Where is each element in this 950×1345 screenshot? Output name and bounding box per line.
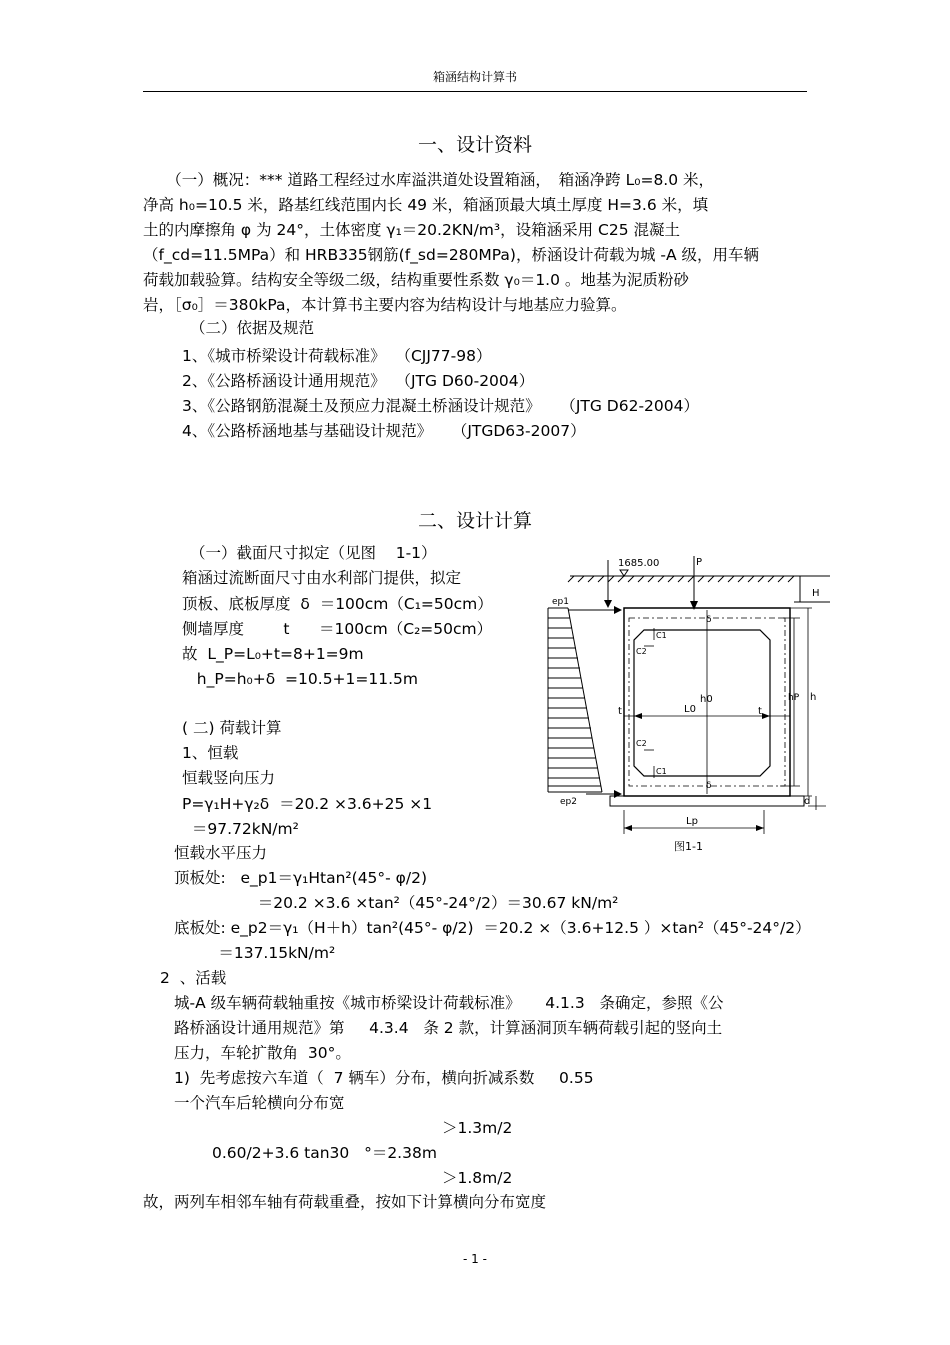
calc-line: P=γ₁H+γ₂δ ＝20.2 ×3.6+25 ×1 — [182, 795, 433, 813]
l0-arrow-right — [762, 713, 770, 719]
ep2-label: ep2 — [560, 797, 577, 807]
calc-line: ＝97.72kN/m² — [182, 820, 299, 838]
delta-label-top: δ — [706, 615, 712, 625]
calc-line: h_P=h₀+δ =10.5+1=11.5m — [182, 670, 418, 688]
calc-line: 底板处: e_p2＝γ₁（H＋h）tan²(45°- φ/2) ＝20.2 ×（3.6+12.5 ）×tan²（45°-24°/2） — [174, 919, 811, 937]
calc-line: 恒载竖向压力 — [182, 769, 276, 787]
intro-line: 土的内摩擦角 φ 为 24°，土体密度 γ₁＝20.2KN/m³，设箱涵采用 C25 混凝土 — [143, 221, 680, 239]
right-dimensions — [780, 608, 826, 810]
calc-line: 恒载水平压力 — [174, 844, 268, 862]
figure-caption: 图1-1 — [674, 840, 703, 853]
intro-line: 荷载加载验算。结构安全等级二级，结构重要性系数 γ₀＝1.0 。地基为泥质粉砂 — [143, 271, 689, 289]
calc-line: 1、恒载 — [182, 744, 239, 762]
distribution-equation: 0.60/2+3.6 tan30 °＝2.38m — [212, 1144, 437, 1162]
live-line: 路桥涵设计通用规范》第 4.3.4 条 2 款，计算涵洞顶车辆荷载引起的竖向土 — [174, 1019, 723, 1037]
basis-item-4: 4、《公路桥涵地基与基础设计规范》 （JTGD63-2007） — [182, 422, 586, 440]
fill-height-label: H — [812, 588, 820, 599]
ep1-label: ep1 — [552, 597, 569, 607]
basis-item-3: 3、《公路钢筋混凝土及预应力混凝土桥涵设计规范》 （JTG D62-2004） — [182, 397, 699, 415]
page-header: 箱涵结构计算书 — [432, 70, 517, 84]
calc-line: （一）截面尺寸拟定（见图 1-1） — [190, 544, 437, 562]
basis-item-2: 2、《公路桥涵设计通用规范》 （JTG D60-2004） — [182, 372, 535, 390]
intro-line: （f_cd=11.5MPa）和 HRB335钢筋(f_sd=280MPa)，桥涵设计荷载为城 -A 级，用车辆 — [143, 246, 760, 264]
page-number: - 1 - — [463, 1252, 487, 1266]
t-label-left: t — [618, 706, 622, 717]
calc-line: 顶板、底板厚度 δ ＝100cm（C₁=50cm） — [182, 595, 493, 613]
distribution-gt-2: ＞1.8m/2 — [442, 1169, 513, 1187]
section-2-title: 二、设计计算 — [417, 510, 532, 532]
elevation-label: 1685.00 — [618, 558, 660, 569]
calc-line: 顶板处: e_p1＝γ₁Htan²(45°- φ/2) — [174, 869, 428, 887]
basis-title: （二）依据及规范 — [190, 319, 315, 337]
intro-line: 净高 h₀=10.5 米，路基红线范围内长 49 米，箱涵顶最大填土厚度 H=3.6 米，填 — [143, 196, 709, 214]
foundation-slab — [610, 796, 804, 806]
t-label-right: t — [758, 706, 762, 717]
c1-label-top: C1 — [656, 631, 667, 640]
d-label: d — [804, 796, 811, 807]
lp-label: Lp — [686, 816, 698, 827]
hp-label: hP — [788, 693, 800, 703]
load-label: P — [696, 557, 703, 568]
basis-item-1: 1、《城市桥梁设计荷载标准》 （CJJ77-98） — [182, 347, 492, 365]
earth-pressure-diagram — [548, 608, 602, 792]
figure-1-1 — [530, 548, 830, 863]
live-line: 城-A 级车辆荷载轴重按《城市桥梁设计荷载标准》 4.1.3 条确定，参照《公 — [174, 994, 724, 1012]
elevation-triangle — [620, 570, 628, 576]
distribution-gt-1: ＞1.3m/2 — [442, 1119, 513, 1137]
ep1-arrowhead — [614, 606, 622, 614]
section-1-title: 一、设计资料 — [417, 134, 532, 156]
intro-line: （一）概况：*** 道路工程经过水库溢洪道处设置箱涵， 箱涵净跨 L₀=8.0 米， — [143, 171, 715, 189]
c2-label-bottom: C2 — [636, 739, 647, 748]
calc-line: ( 二) 荷载计算 — [182, 719, 282, 737]
l0-label: L0 — [684, 704, 696, 715]
live-line: 1) 先考虑按六车道（ 7 辆车）分布，横向折减系数 0.55 — [174, 1069, 594, 1087]
calc-line: ＝20.2 ×3.6 ×tan²（45°-24°/2）＝30.67 kN/m² — [174, 894, 619, 912]
c1-label-bottom: C1 — [656, 767, 667, 776]
conclusion-line: 故，两列车相邻车轴有荷载重叠，按如下计算横向分布宽度 — [143, 1193, 547, 1211]
lp-arrow-right — [756, 825, 764, 831]
h-label: h — [810, 692, 817, 703]
intro-paragraph — [143, 168, 807, 318]
ep2-arrowhead — [614, 790, 622, 798]
intro-line: 岩，［σ₀］＝380kPa，本计算书主要内容为结构设计与地基应力验算。 — [143, 296, 627, 314]
header-rule — [143, 91, 807, 92]
calc-line: 故 L_P=L₀+t=8+1=9m — [182, 645, 364, 663]
load-arrowhead — [604, 600, 612, 608]
lp-arrow-left — [624, 825, 632, 831]
calc-line: ＝137.15kN/m² — [174, 944, 336, 962]
ground-line — [568, 576, 830, 582]
calc-line: 侧墙厚度 t ＝100cm（C₂=50cm） — [182, 620, 493, 638]
delta-label-bottom: δ — [706, 781, 712, 791]
live-load-title: 2 、活载 — [160, 969, 227, 987]
live-line: 一个汽车后轮横向分布宽 — [174, 1094, 345, 1112]
l0-arrow-left — [634, 713, 642, 719]
h0-label: h0 — [700, 694, 713, 705]
live-line: 压力，车轮扩散角 30°。 — [174, 1044, 351, 1062]
calc-line: 箱涵过流断面尺寸由水利部门提供，拟定 — [182, 569, 462, 587]
c2-label-top: C2 — [636, 647, 647, 656]
